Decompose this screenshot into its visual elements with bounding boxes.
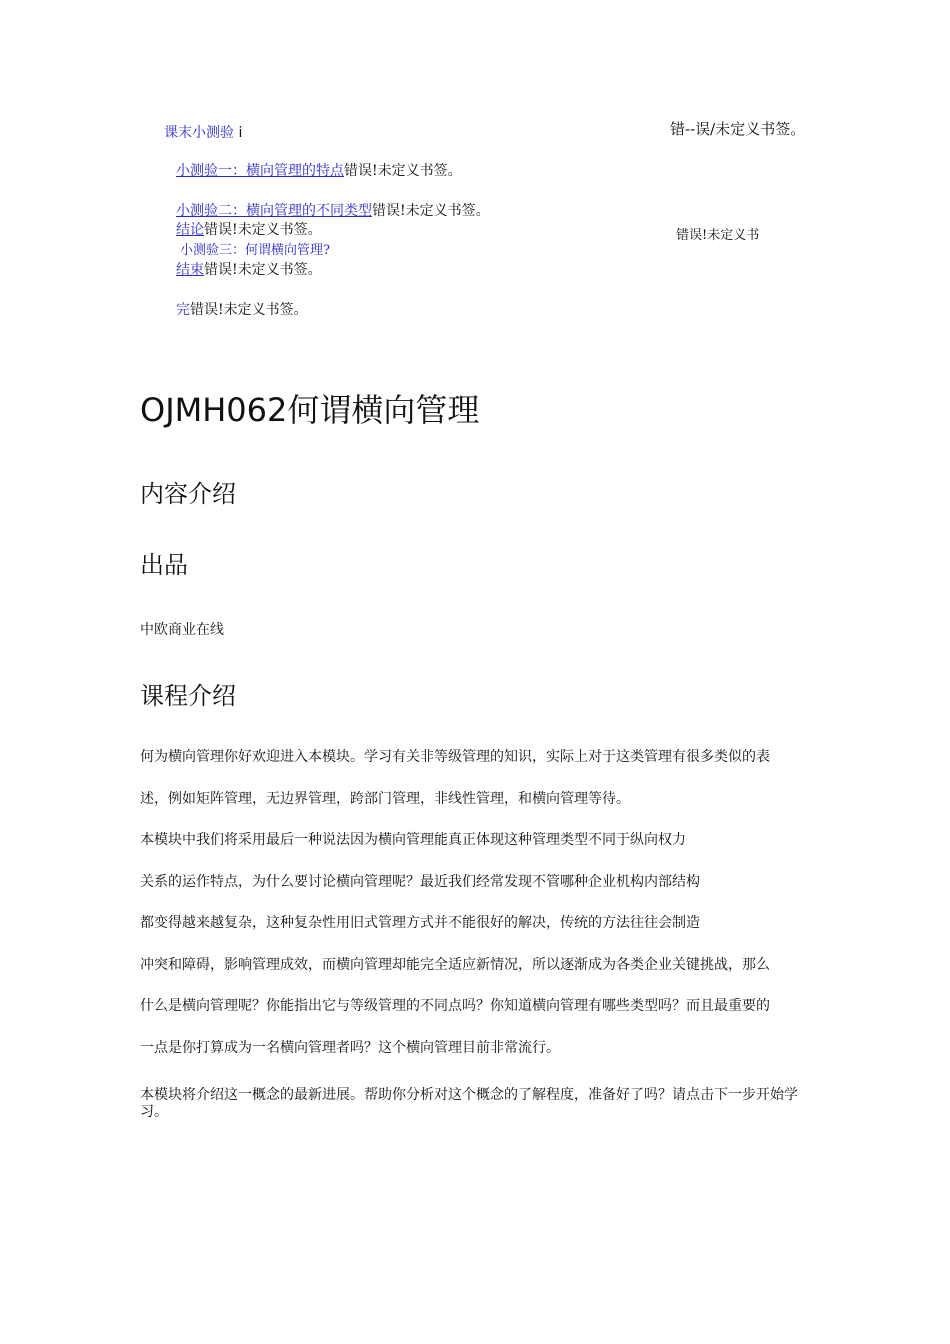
toc-link-quiz-1[interactable]: 小测验一：横向管理的特点	[176, 163, 344, 179]
toc-link-finish[interactable]: 完	[176, 302, 190, 318]
toc-error-text: 错误!未定义书签。	[204, 262, 322, 278]
section-heading-course: 课程介绍	[140, 682, 236, 710]
toc-link-quiz-3[interactable]: 小测验三：何谓横向管理?	[180, 243, 330, 258]
course-line-6: 冲突和障碍，影响管理成效，而横向管理却能完全适应新情况，所以逐渐成为各类企业关键挑战，那么	[140, 957, 770, 973]
course-line-8: 一点是你打算成为一名横向管理者吗？这个横向管理目前非常流行。	[140, 1040, 560, 1056]
toc-heading-error: 错--误/未定义书签。	[670, 120, 806, 138]
toc-heading-suffix: i	[238, 125, 243, 141]
toc-error-text: 错误!未定义书签。	[344, 163, 462, 179]
toc-item-3-right-error: 错误!未定义书	[676, 228, 760, 243]
toc-item-1	[176, 160, 462, 180]
toc-link-end[interactable]: 结束	[176, 262, 204, 278]
document-title-wrap	[140, 385, 479, 431]
document-title: OJMH062何谓横向管理	[140, 391, 480, 429]
course-line-1: 何为横向管理你好欢迎进入本模块。学习有关非等级管理的知识，实际上对于这类管理有很多类似的表	[140, 749, 770, 765]
toc-item-4	[176, 259, 322, 279]
toc-link-conclusion[interactable]: 结论	[176, 222, 204, 238]
toc-item-5	[176, 299, 308, 319]
toc-item-3	[176, 219, 322, 239]
producer-name: 中欧商业在线	[140, 622, 224, 638]
toc-link-quiz-2[interactable]: 小测验二：横向管理的不同类型	[176, 203, 372, 219]
course-line-4: 关系的运作特点，为什么要讨论横向管理呢？最近我们经常发现不管哪种企业机构内部结构	[140, 874, 700, 890]
section-heading-intro: 内容介绍	[140, 480, 236, 508]
course-line-2: 述，例如矩阵管理，无边界管理，跨部门管理，非线性管理，和横向管理等待。	[140, 791, 630, 807]
toc-item-2	[176, 200, 490, 220]
toc-error-text: 错误!未定义书签。	[372, 203, 490, 219]
closing-paragraph: 本模块将介绍这一概念的最新进展。帮助你分析对这个概念的了解程度，准备好了吗？请点击下一步开始学习。	[140, 1087, 798, 1120]
course-line-3: 本模块中我们将采用最后一种说法因为横向管理能真正体现这种管理类型不同于纵向权力	[140, 832, 686, 848]
course-line-5: 都变得越来越复杂，这种复杂性用旧式管理方式并不能很好的解决，传统的方法往往会制造	[140, 915, 700, 931]
toc-error-text: 错误!未定义书签。	[204, 222, 322, 238]
toc-error-text: 错误!未定义书签。	[190, 302, 308, 318]
section-heading-producer: 出品	[140, 551, 188, 579]
course-line-7: 什么是横向管理呢？你能指出它与等级管理的不同点吗？你知道横向管理有哪些类型吗？而且最重要的	[140, 998, 770, 1014]
toc-heading-label[interactable]: 课末小测验	[164, 125, 234, 141]
toc-heading[interactable]	[164, 122, 242, 142]
